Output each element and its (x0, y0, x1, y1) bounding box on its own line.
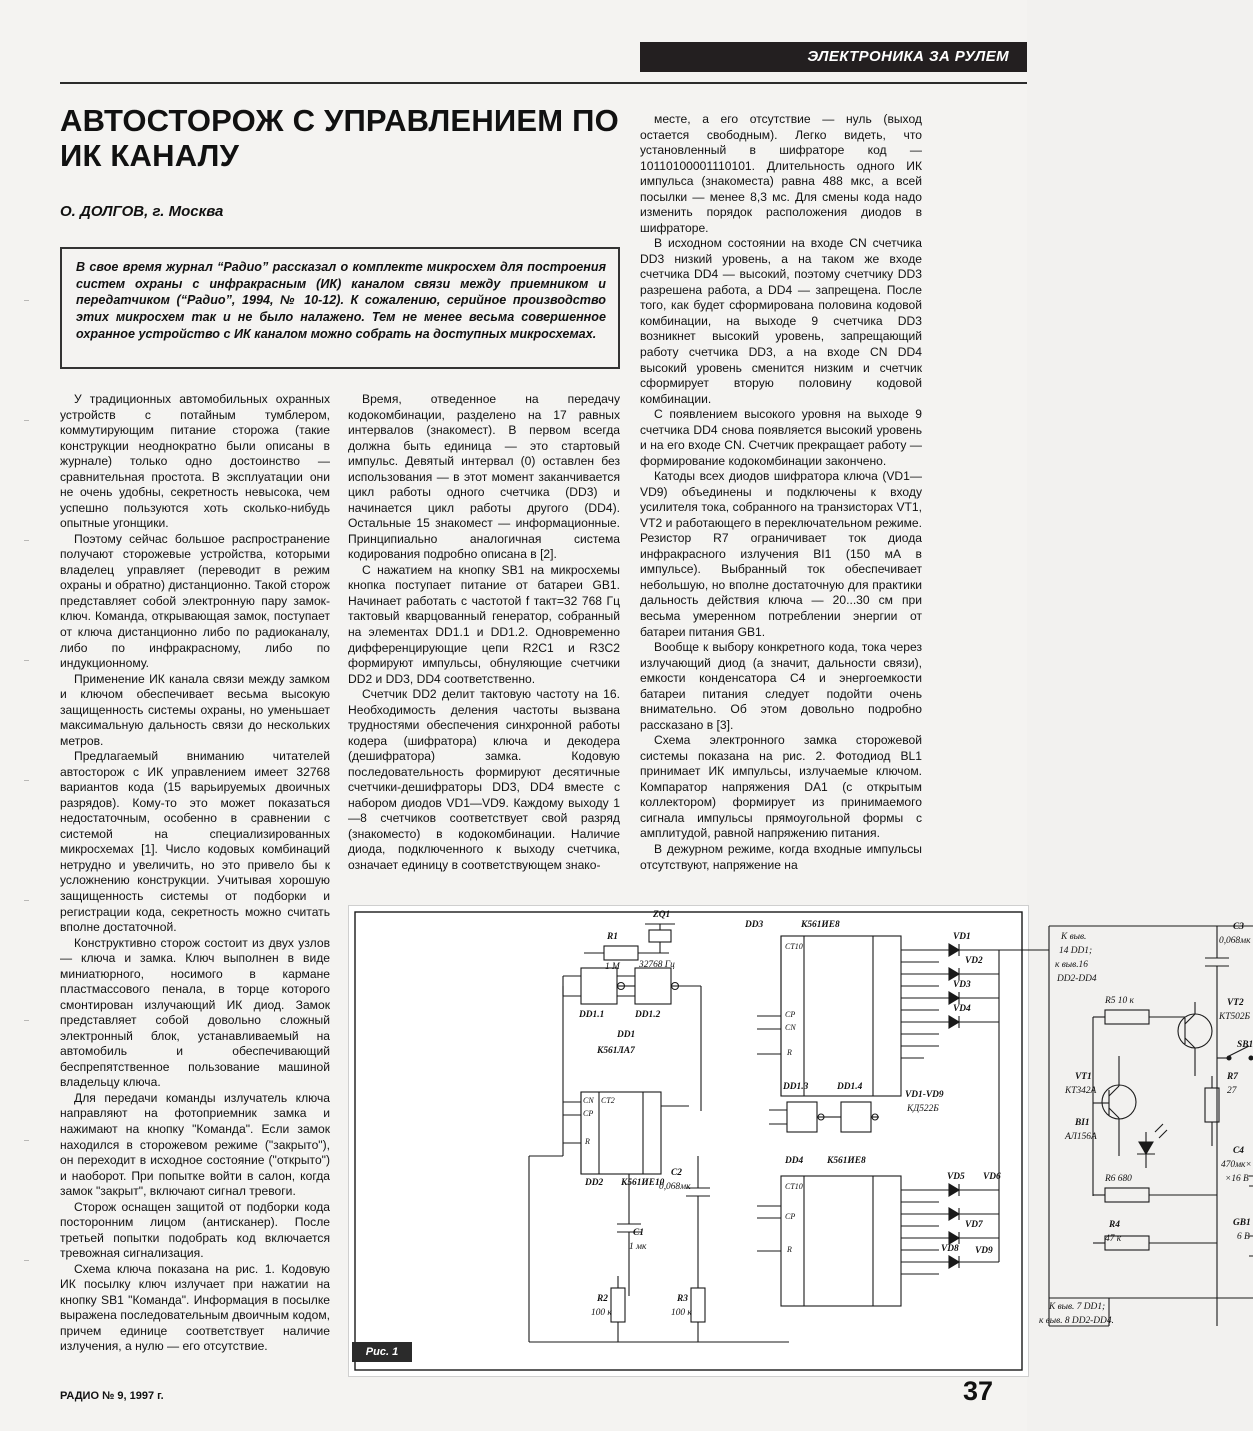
column-1 (60, 392, 330, 1355)
footer-issue: РАДИО № 9, 1997 г. (60, 1390, 164, 1402)
column-2 (348, 392, 620, 873)
paragraph: месте, а его отсутствие — нуль (выход остается свободным). Легко видеть, что установленный в шифраторе код — 10110100001110101. Длительность одного ИК импульса (знакоместа) равна 488 мкс, а всей посылки — менее 8,3 мс. Для смены кода надо изменить порядок расположения диодов в шифраторе. (640, 112, 922, 235)
abstract-text: В свое время журнал “Радио” рассказал о комплекте микросхем для построения систем охраны с инфракрасным (ИК) каналом связи между приемником и передатчиком (“Радио”, 1994, № 10-12). К сожалению, серийное производство этих микросхем так и не было налажено. Тем не менее весьма совершенное охранное устройство с ИК каналом можно собрать на доступных микросхемах. (76, 260, 606, 341)
page-title: АВТОСТОРОЖ С УПРАВЛЕНИЕМ ПО ИК КАНАЛУ (60, 103, 619, 173)
figure-caption: Рис. 1 (352, 1342, 412, 1362)
paragraph: Катоды всех диодов шифратора ключа (VD1—VD9) объединены и подключены к входу усилителя тока, собранного на транзисторах VT1, VT2 и работающего в переключательном режиме. Резистор R7 ограничивает ток диода инфракрасного излучения BI1 (150 мА в импульсе). Выбранный ток обеспечивает небольшую, но вполне достаточную для практики дальность действия ключа — 20...30 см при весьма умеренном потреблении энергии от батареи питания GB1. (640, 469, 922, 639)
paragraph: Предлагаемый вниманию читателей автосторож с ИК управлением имеет 32768 вариантов кода (15 варьируемых двоичных разрядов). Кому-то это может показаться недостаточным, особенно в сравнении с системой на специализированных микросхемах [1]. Число кодовых комбинаций нетрудно и увеличить, но это привело бы к усложнению конструкции. Учитывая хорошую защищенность системы от подборки и регистрации кода, секретность можно считать вполне достаточной. (60, 749, 330, 935)
paragraph: Для передачи команды излучатель ключа направляют на фотоприемник замка и нажимают на кнопку "Команда". Если замок находился в сторожевом режиме ("закрыто"), он переходит в исходное состояние ("открыто") и наоборот. При попытке войти в салон, когда замок "закрыт", включают сигнал тревоги. (60, 1090, 330, 1199)
paragraph: Вообще к выбору конкретного кода, тока через излучающий диод (а значит, дальности связи), емкости конденсатора C4 и энергоемкости батареи питания следует подойти очень внимательно. Об этом довольно подробно рассказано в [3]. (640, 640, 922, 732)
paragraph: Применение ИК канала связи между замком и ключом обеспечивает весьма высокую защищенность системы охраны, но уменьшает максимальную дальность связи до нескольких метров. (60, 671, 330, 748)
paragraph: Счетчик DD2 делит тактовую частоту на 16. Необходимость деления частоты вызвана трудностями обеспечения синхронной работы кодера (шифратора) ключа и декодера (дешифратора) замка. Кодовую последовательность формируют десятичные счетчики-дешифраторы DD3, DD4 вместе с набором диодов VD1—VD9. Каждому выходу 1—8 счетчиков соответствует свой разряд (знакоместо) в кодокомбинации. Наличие диода, подключенного к выходу счетчика, означает единицу в соответствующем знако- (348, 687, 620, 872)
margin-marks (24, 300, 30, 1300)
section-header-title: ЭЛЕКТРОНИКА ЗА РУЛЕМ (807, 48, 1009, 65)
schematic-drawing (349, 906, 1028, 1376)
paragraph: В исходном состоянии на входе CN счетчика DD3 низкий уровень, а на таком же входе счетчика DD4 — высокий, поэтому счетчику DD3 разрешена работа, а DD4 — запрещена. После того, как будет сформирована половина кодовой комбинации, на выходе 9 счетчика DD3 возникнет высокий уровень, запрещающий работу счетчика DD3, а на входе CN DD4 высокий уровень сменится низким и счетчик сформирует вторую половину кодовой комбинации. (640, 236, 922, 406)
section-header-band (640, 42, 1027, 72)
paragraph: В дежурном режиме, когда входные импульсы отсутствуют, напряжение на (640, 841, 922, 872)
paragraph: Схема ключа показана на рис. 1. Кодовую ИК посылку ключ излучает при нажатии на кнопку SB1 "Команда". Информация в посылке выражена последовательным двоичным кодом, причем единице соответствует наличие излучения, а нулю — его отсутствие. (60, 1261, 330, 1354)
paragraph: Поэтому сейчас большое распространение получают сторожевые устройства, которыми владелец управляет (переводит в режим охраны и обратно) дистанционно. Такой сторож представляет собой электронную пару замок-ключ. Команда, открывающая замок, поступает от ключа дистанционно либо по радиоканалу, либо по инфракрасному, либо по индукционному. (60, 531, 330, 671)
paragraph: Конструктивно сторож состоит из двух узлов — ключа и замка. Ключ выполнен в виде миниатюрного, носимого в кармане пластмассового пенала, в торце которого смонтирован излучающий ИК диод. Замок представляет собой довольно сложный электронный блок, устанавливаемый на автомобиль и обеспечивающий беспрепятственное пользование машиной владельцу ключа. (60, 935, 330, 1090)
paragraph: С появлением высокого уровня на выходе 9 счетчика DD4 снова появляется высокий уровень и на его входе CN. Счетчик прекращает работу — формирование кодокомбинации закончено. (640, 407, 922, 468)
page-number: 37 (962, 1376, 993, 1406)
schematic-figure: R1 1 М ZQ1 32768 Гц DD1.1 DD1.2 DD1 К561ЛА7 DD3 К561ИЕ8 CT10 CP CN R DD1.3 DD1.4 DD4 К561ИЕ8 CT10 CP R DD2 К561ИЕ10 CT2 CN CP R C1 1 мк C2 0,068мк R2 100 к R3 100 к VD1 VD2 VD3 VD4 VD5 VD6 VD7 VD8 VD9 VD1-VD9 КД522Б К выв. 14 DD1; к выв.16 DD2-DD4 C3 0,068мк VT2 КТ502Б R5 10 к SB1 VT1 КТ342А R7 27 BI1 АЛ156А R6 680 C4 470мк× ×16 В R4 47 к GB1 6 В К выв. 7 DD1; к выв. 8 DD2-DD4. (348, 905, 1029, 1377)
article-author: О. ДОЛГОВ, г. Москва (60, 203, 224, 220)
paragraph: Схема электронного замка сторожевой системы показана на рис. 2. Фотодиод BL1 принимает ИК импульсы, излучаемые ключом. Компаратор напряжения DA1 (с открытым коллектором) формирует из принимаемого сигнала импульсы прямоугольной формы с амплитудой, равной напряжению питания. (640, 733, 922, 841)
paragraph: Сторож оснащен защитой от подборки кода посторонним лицом (антисканер). После третьей попытки подобрать код включается тревожная сигнализация. (60, 1199, 330, 1261)
article-abstract (60, 247, 620, 369)
paragraph: У традиционных автомобильных охранных устройств с потайным тумблером, коммутирующим питание сторожа (такие конструкции неоднократно были описаны в журнале) только одно достоинство — сравнительная простота. В эксплуатации они не очень удобны, секретность невысока, чем успешно пользуются хоть сколько-нибудь опытные угонщики. (60, 392, 330, 531)
column-3 (640, 112, 922, 873)
paragraph: Время, отведенное на передачу кодокомбинации, разделено на 17 равных интервалов (знакомест). В первом всегда должна быть единица — это стартовый импульс. Девятый интервал (0) оставлен без использования — в этот момент заканчивается цикл работы одного счетчика (DD3) и начинается цикл работы другого (DD4). Остальные 15 знакомест — информационные. Принципиально аналогичная система кодирования подробно описана в [2]. (348, 392, 620, 562)
paragraph: С нажатием на кнопку SB1 на микросхемы кнопка поступает питание от батареи GB1. Начинает работать с частотой f такт=32 768 Гц тактовый кварцованный генератор, собранный на элементах DD1.1 и DD1.2. Одновременно дифференцирующие цепи R2C1 и R3C2 формируют импульсы, обнуляющие счетчики DD2 и DD3, DD4 соответственно. (348, 562, 620, 686)
header-rule (60, 82, 1027, 84)
